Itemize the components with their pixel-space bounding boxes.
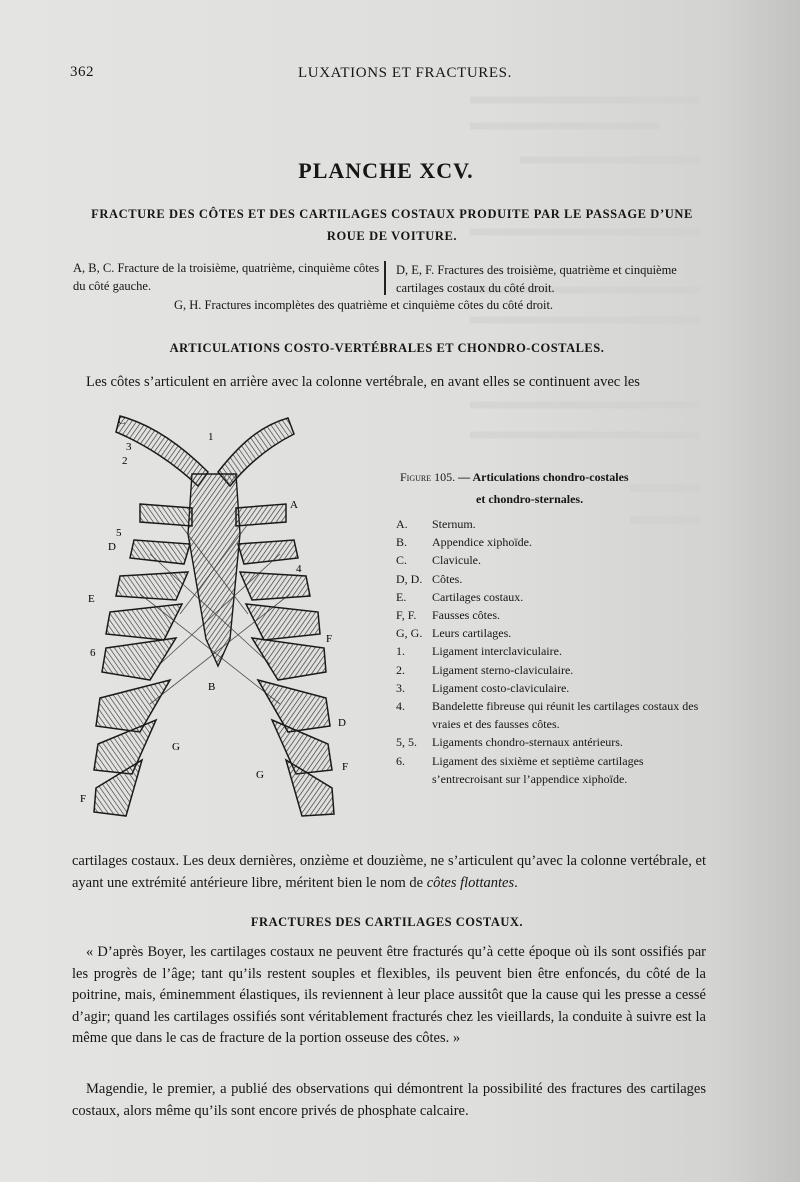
magendie-paragraph: Magendie, le premier, a publié des observations qui démontrent la possibilité des fractures des cartilages costaux, alors même qu’ils sont encore privés de phosphate calcaire. xyxy=(72,1081,706,1119)
continuation-end: . xyxy=(514,874,518,891)
fig-label-d-right: D xyxy=(338,717,346,729)
figure-caption xyxy=(400,466,705,510)
fig-label-2: 2 xyxy=(122,455,128,467)
legend-key: 4. xyxy=(396,699,405,714)
figure-legend-item xyxy=(396,642,708,660)
plate-legend-right: D, E, F. Fractures des troisième, quatrième et cinquième cartilages costaux du côté droit. xyxy=(396,263,677,295)
figure-label: Figure 105. xyxy=(400,470,456,484)
continuation-text: cartilages costaux. Les deux dernières, onzième et douzième, ne s’articulent qu’avec la colonne vertébrale, et ayant une extrémité antérieure libre, méritent bien le nom de xyxy=(72,853,706,891)
figure-legend-list xyxy=(396,515,708,788)
section-title-fractures: FRACTURES DES CARTILAGES COSTAUX. xyxy=(250,915,524,929)
legend-key: D, D. xyxy=(396,571,423,586)
running-title: LUXATIONS ET FRACTURES. xyxy=(298,65,512,81)
plate-legend-bottom: G, H. Fractures incomplètes des quatrième et cinquième côtes du côté droit. xyxy=(174,298,554,312)
legend-text: Cartilages costaux. xyxy=(432,589,524,604)
section1-continuation xyxy=(72,851,706,894)
boyer-quote: « D’après Boyer, les cartilages costaux ne peuvent être fracturés qu’à cette époque où ils sont ossifiés par les progrès de l’âge; tant qu’ils restent souples et flexibles, ils peuvent bien être enfoncés, du côté de la poitrine, mais, éminemment élastiques, ils reviennent à leur place aussitôt que la cause qui les presse a cessé d’agir; quand les cartilages ossifiés sont véritablement fracturés chez les vieillards, la conduite à suivre est la même que dans le cas de fracture de la portion osseuse des côtes. » xyxy=(72,944,706,1046)
legend-key: C. xyxy=(396,553,408,568)
fig-label-a: A xyxy=(290,499,298,511)
legend-key: A. xyxy=(396,517,408,531)
legend-text: Sternum. xyxy=(432,517,476,531)
fig-label-e: E xyxy=(88,593,95,605)
fig-label-f-left: F xyxy=(80,793,87,805)
fig-label-d: D xyxy=(108,541,116,553)
legend-text: Clavicule. xyxy=(432,553,481,568)
legend-text: Ligament interclaviculaire. xyxy=(432,644,562,659)
legend-text: Bandelette fibreuse qui réunit les cartilages costaux des vraies et des fausses côtes. xyxy=(432,699,699,732)
plate-title: PLANCHE XCV. xyxy=(298,158,474,183)
legend-key: 3. xyxy=(396,680,405,695)
page-number: 362 xyxy=(70,64,94,80)
legend-text: Fausses côtes. xyxy=(432,608,500,623)
plate-legend-left: A, B, C. Fracture de la troisième, quatrième, cinquième côtes du côté gauche. xyxy=(73,261,380,293)
fig-label-g-left: G xyxy=(172,741,180,753)
figure-legend-item xyxy=(396,588,708,606)
figure-legend-item xyxy=(396,661,708,679)
figure-legend-item xyxy=(396,533,708,551)
fig-label-b: B xyxy=(208,681,216,693)
legend-key: 2. xyxy=(396,662,405,677)
legend-text: Leurs cartilages. xyxy=(432,626,512,641)
figure-legend-item xyxy=(396,733,708,751)
section1-intro: Les côtes s’articulent en arrière avec la colonne vertébrale, en avant elles se continuent avec les xyxy=(86,374,640,390)
legend-text: Appendice xiphoïde. xyxy=(432,535,532,550)
legend-text: Ligaments chondro-sternaux antérieurs. xyxy=(432,735,623,750)
figure-legend-item xyxy=(396,697,708,733)
legend-key: 1. xyxy=(396,644,405,659)
thorax-illustration xyxy=(80,404,350,834)
term-cotes-flottantes: côtes flottantes xyxy=(426,874,515,891)
fig-label-f-right: F xyxy=(326,633,333,645)
fig-label-g-right: G xyxy=(256,769,264,781)
plate-subtitle: FRACTURE DES CÔTES ET DES CARTILAGES COSTAUX PRODUITE PAR LE PASSAGE D’UNE ROUE DE VOITURE. xyxy=(91,207,693,243)
figure-legend-item xyxy=(396,679,708,697)
figure-title-line2: et chondro-sternales. xyxy=(476,492,584,506)
figure-legend-item xyxy=(396,752,708,788)
legend-text: Côtes. xyxy=(432,571,463,586)
legend-text: Ligament des sixième et septième cartilages s’entrecroisant sur l’appendice xiphoïde. xyxy=(432,753,644,786)
legend-key: B. xyxy=(396,535,408,550)
figure-legend-item xyxy=(396,515,708,533)
fig-label-4: 4 xyxy=(296,563,302,575)
fig-label-1: 1 xyxy=(208,431,214,443)
figure-legend-item xyxy=(396,624,708,642)
figure-legend-item xyxy=(396,606,708,624)
legend-divider xyxy=(384,261,386,295)
fig-label-3: 3 xyxy=(126,441,132,453)
figure-title-line1: — Articulations chondro-costales xyxy=(458,470,629,484)
fig-label-6: 6 xyxy=(90,647,96,659)
legend-key: F, F. xyxy=(396,608,417,623)
legend-key: G, G. xyxy=(396,626,423,641)
figure-legend-item xyxy=(396,551,708,569)
fig-label-c: C xyxy=(118,415,126,427)
figure-legend-item xyxy=(396,570,708,588)
legend-text: Ligament sterno-claviculaire. xyxy=(432,662,574,677)
fig-label-5: 5 xyxy=(116,527,122,539)
fig-label-f-right2: F xyxy=(342,761,349,773)
legend-key: E. xyxy=(396,589,407,604)
legend-key: 6. xyxy=(396,753,405,768)
section-title-articulations: ARTICULATIONS COSTO-VERTÉBRALES ET CHONDRO-COSTALES. xyxy=(169,341,605,355)
legend-text: Ligament costo-claviculaire. xyxy=(432,680,570,695)
legend-key: 5, 5. xyxy=(396,735,417,750)
